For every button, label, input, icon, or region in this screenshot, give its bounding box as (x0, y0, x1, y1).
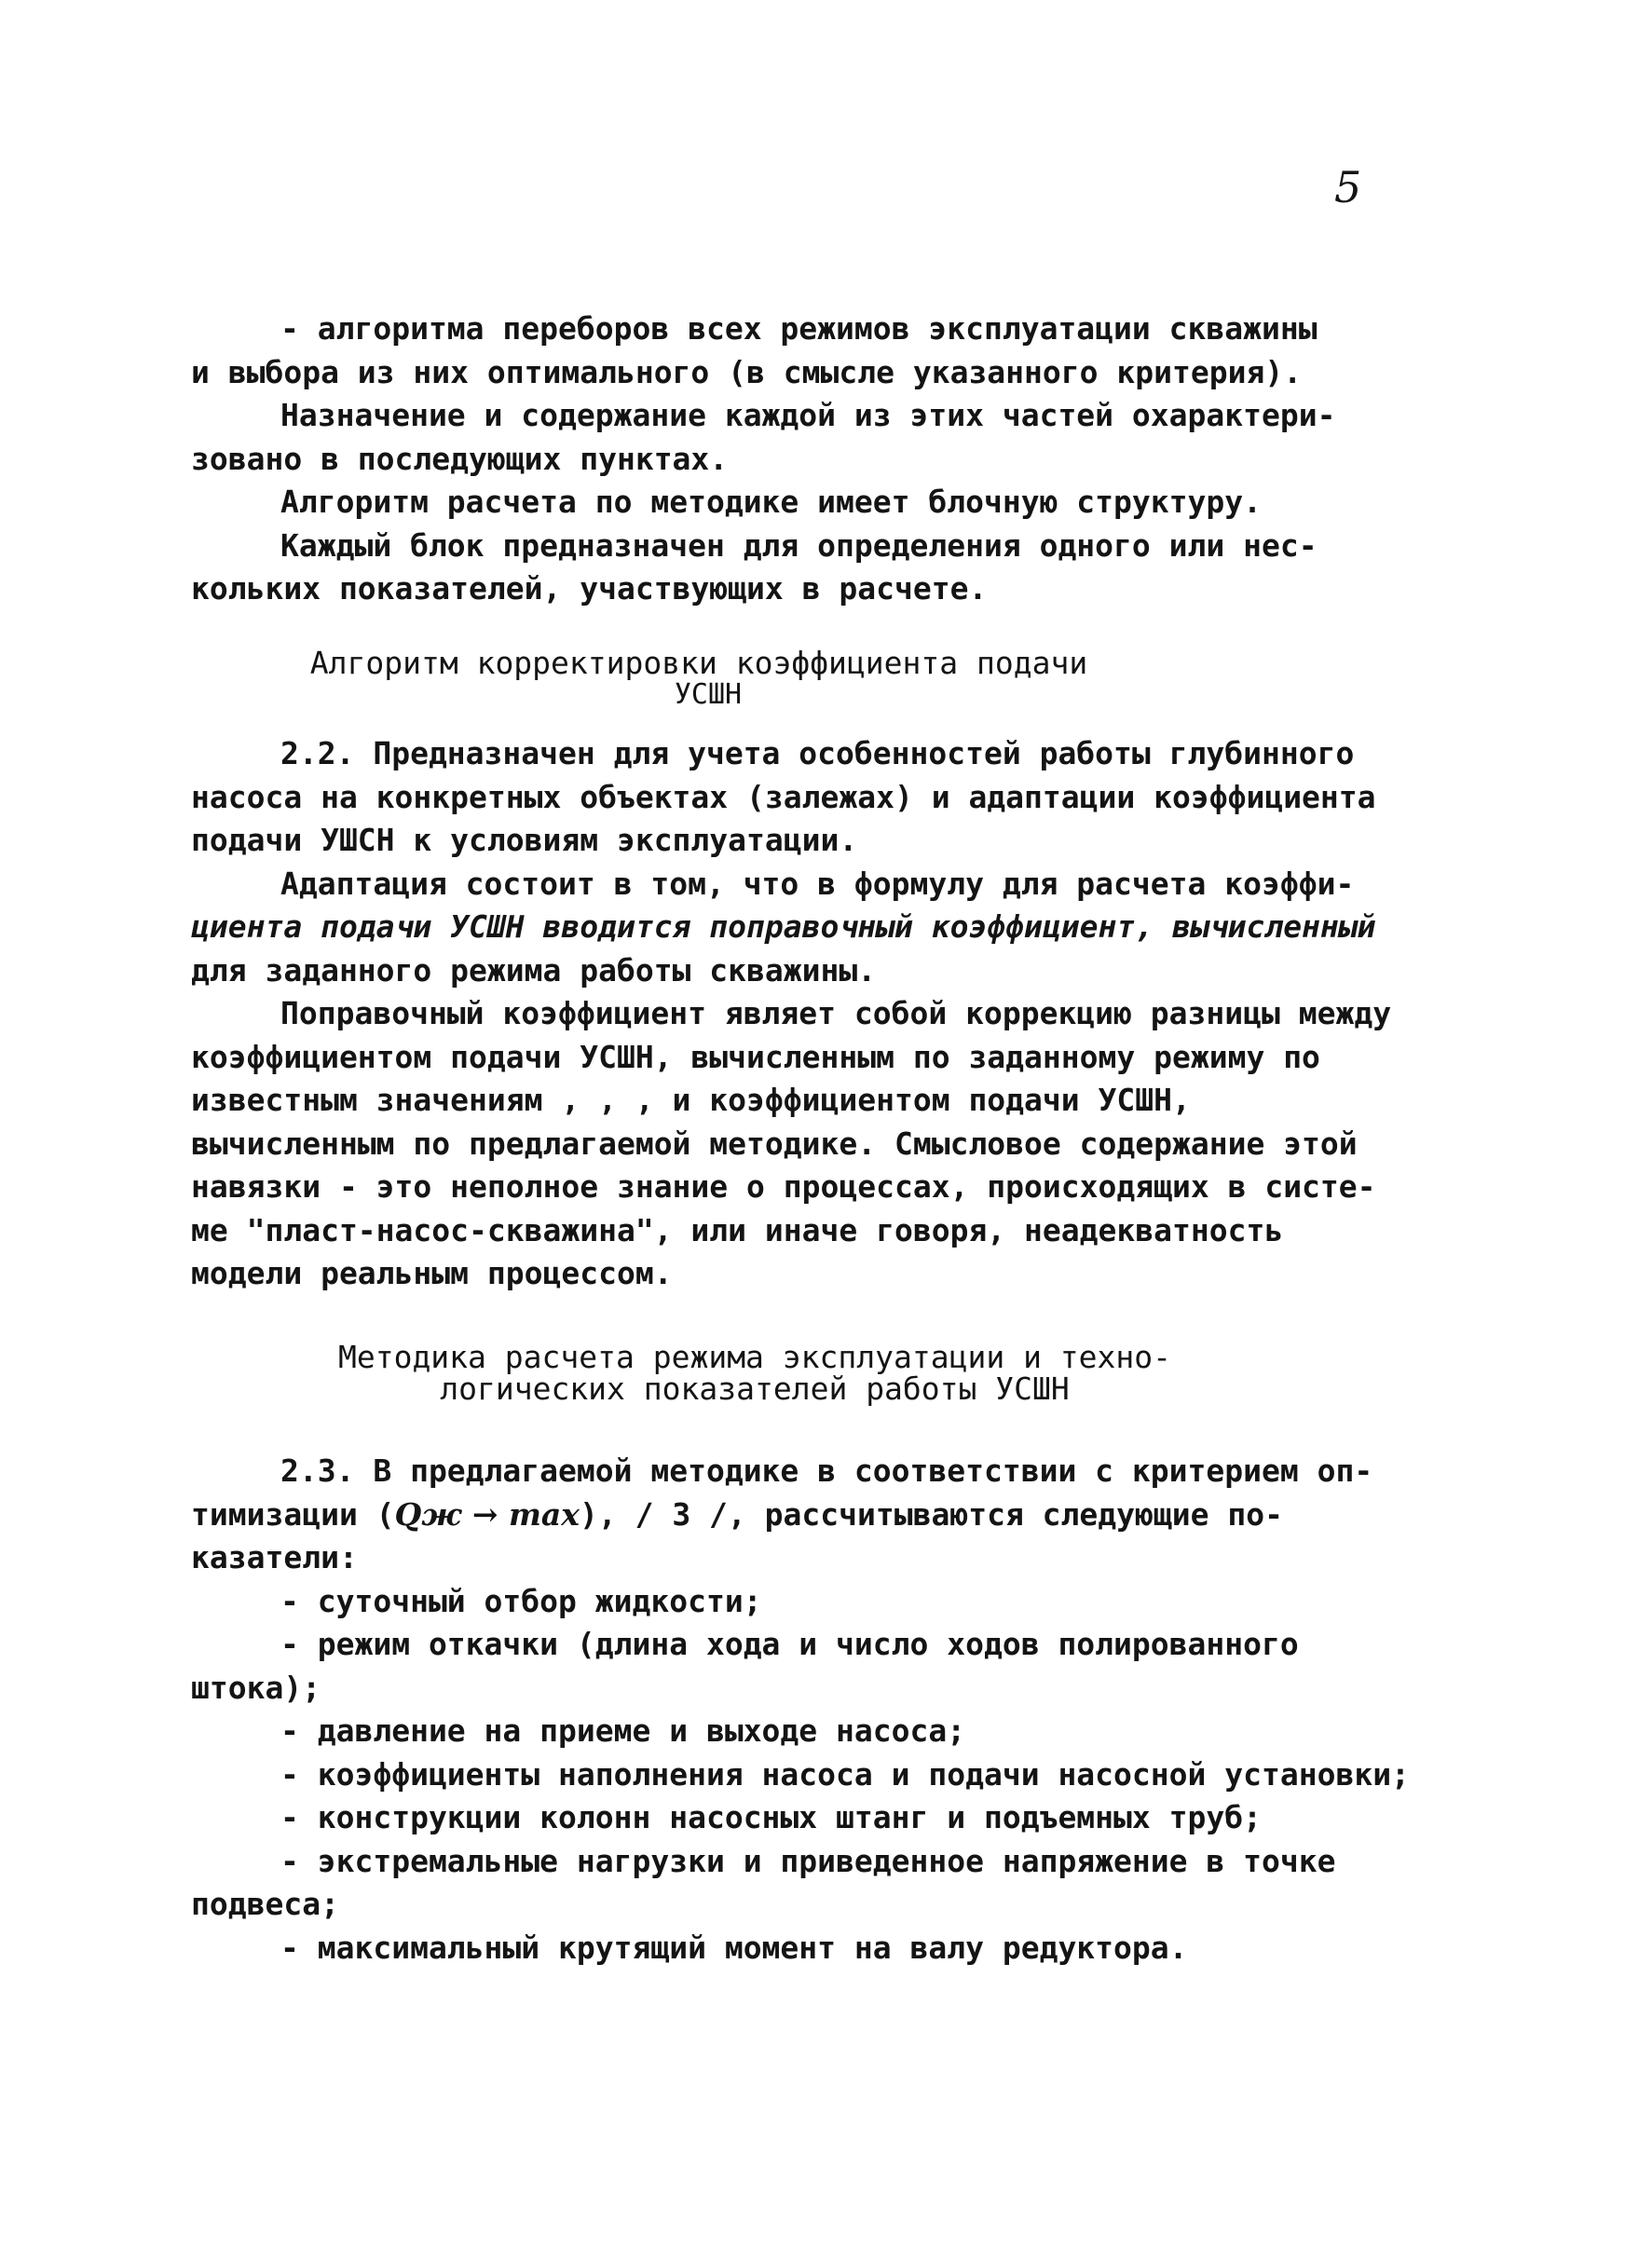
list-item: - давление на приеме и выходе насоса; (280, 1712, 966, 1749)
section-heading-1 (307, 645, 1090, 709)
text-line: циента подачи УСШН вводится поправочный коэффициент, вычисленный (191, 908, 1376, 945)
heading-line: логических показателей работы УСШН (440, 1370, 1070, 1407)
text-line: 2.3. В предлагаемой методике в соответствии с критерием оп- (280, 1452, 1373, 1489)
list-item: - суточный отбор жидкости; (280, 1582, 762, 1619)
text-line: модели реальным процессом. (191, 1255, 673, 1291)
text-line: насоса на конкретных объектах (залежах) и адаптации коэффициента (191, 778, 1376, 815)
text-line: и выбора из них оптимального (в смысле указанного критерия). (191, 353, 1303, 390)
section-heading-2 (307, 1339, 1202, 1407)
list-item: штока); (191, 1669, 321, 1706)
text-line (191, 1493, 1398, 1537)
text-line: кольких показателей, участвующих в расчете. (191, 570, 988, 607)
text-line: вычисленным по предлагаемой методике. Смысловое содержание этой (191, 1125, 1358, 1162)
text-line: подачи УШСН к условиям эксплуатации. (191, 822, 858, 858)
list-item: подвеса; (191, 1886, 339, 1922)
text-line: коэффициентом подачи УСШН, вычисленным по заданному режиму по (191, 1038, 1320, 1075)
list-item: - коэффициенты наполнения насоса и подачи насосной установки; (280, 1755, 1410, 1793)
text-line: Назначение и содержание каждой из этих частей охарактери- (280, 397, 1336, 433)
heading-line: Алгоритм корректировки коэффициента подачи (309, 645, 1088, 681)
text-line: известным значениям , , , и коэффициентом подачи УСШН, (191, 1082, 1191, 1118)
paragraph-block-1 (191, 307, 1398, 611)
text-line: Адаптация состоит в том, что в формулу для расчета коэффи- (280, 865, 1355, 902)
heading-line: Методика расчета режима эксплуатации и техно- (337, 1339, 1172, 1375)
text-line: навязки - это неполное знание о процессах, происходящих в систе- (191, 1168, 1376, 1205)
paragraph-block-2 (191, 732, 1398, 1296)
text-line: Алгоритм расчета по методике имеет блочную структуру. (280, 484, 1262, 520)
text-segment: ), / 3 /, рассчитываются следующие по- (579, 1495, 1283, 1533)
list-item: - экстремальные нагрузки и приведенное напряжение в точке (280, 1842, 1336, 1879)
text-line: казатели: (191, 1539, 358, 1575)
text-line: - алгоритма переборов всех режимов эксплуатации скважины (280, 310, 1318, 347)
text-segment: тимизации ( (191, 1495, 395, 1533)
text-line: ме "пласт-насос-скважина", или иначе говоря, неадекватность (191, 1211, 1284, 1248)
page-number: 5 (1334, 162, 1362, 212)
list-item: - максимальный крутящий момент на валу редуктора. (280, 1929, 1188, 1966)
list-item: - конструкции колонн насосных штанг и подъемных труб; (280, 1799, 1262, 1835)
text-line: для заданного режима работы скважины. (191, 951, 877, 989)
text-line: зовано в последующих пунктах. (191, 440, 729, 477)
text-line: Поправочный коэффициент являет собой коррекцию разницы между (280, 995, 1392, 1031)
paragraph-block-3 (191, 1450, 1410, 1970)
text-line: 2.2. Предназначен для учета особенностей работы глубинного (280, 735, 1355, 771)
text-line: Каждый блок предназначен для определения одного или нес- (280, 526, 1318, 564)
handwritten-formula: Qж → max (394, 1495, 580, 1533)
heading-line: УСШН (674, 678, 743, 711)
list-item: - режим откачки (длина хода и число ходов полированного (280, 1626, 1299, 1662)
